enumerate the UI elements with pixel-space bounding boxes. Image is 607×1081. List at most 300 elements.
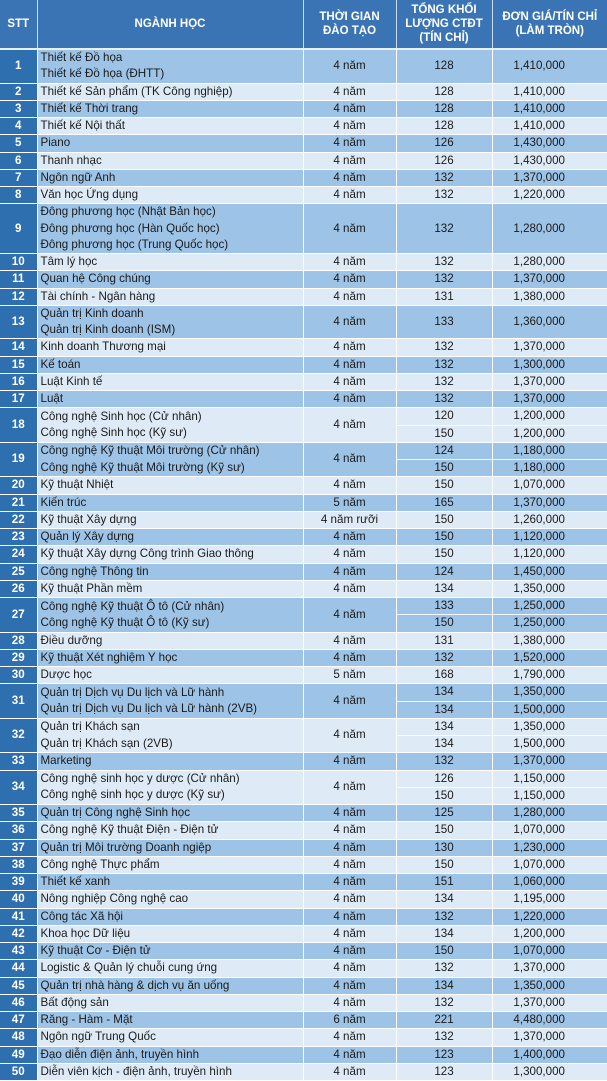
price-line: 1,200,000	[493, 425, 607, 442]
duration: 4 năm	[303, 563, 396, 580]
major-name-line: Diễn viên kịch - điện ảnh, truyền hình	[41, 1064, 299, 1080]
major-name-line: Thanh nhạc	[41, 153, 299, 169]
row-number: 32	[0, 718, 37, 753]
major-name-line: Thiết kế Thời trang	[41, 101, 299, 117]
major-name-line: Công nghệ Kỹ thuật Ô tô (Cử nhân)	[41, 599, 299, 615]
row-number: 22	[0, 511, 37, 528]
major-name	[37, 83, 303, 100]
price-per-credit: 1,300,000	[492, 356, 607, 373]
table-row	[0, 100, 607, 117]
row-number: 20	[0, 477, 37, 494]
price-per-credit: 1,400,000	[492, 1046, 607, 1063]
table-row	[0, 442, 607, 477]
price-per-credit: 1,370,000	[492, 1029, 607, 1046]
major-name-line: Quản trị Kinh doanh	[41, 306, 299, 322]
price-per-credit: 1,360,000	[492, 305, 607, 339]
major-name-line: Đông phương học (Nhật Bản học)	[41, 204, 299, 220]
table-row	[0, 169, 607, 186]
row-number: 5	[0, 135, 37, 152]
table-row	[0, 684, 607, 719]
row-number: 4	[0, 118, 37, 135]
header-stt: STT	[0, 0, 37, 49]
row-number: 11	[0, 271, 37, 288]
major-name-line: Điều dưỡng	[41, 633, 299, 649]
duration: 4 năm	[303, 649, 396, 666]
credits: 123	[396, 1063, 492, 1080]
price-per-credit: 1,430,000	[492, 135, 607, 152]
table-row	[0, 822, 607, 839]
row-number: 49	[0, 1046, 37, 1063]
duration: 4 năm	[303, 770, 396, 805]
row-number: 13	[0, 305, 37, 339]
price-per-credit: 1,260,000	[492, 511, 607, 528]
major-name-line: Thiết kế Nội thất	[41, 118, 299, 134]
row-number: 37	[0, 839, 37, 856]
duration: 4 năm	[303, 118, 396, 135]
major-name	[37, 718, 303, 753]
price-per-credit: 1,370,000	[492, 391, 607, 408]
credits: 132	[396, 391, 492, 408]
row-number: 25	[0, 563, 37, 580]
major-name	[37, 373, 303, 390]
price-per-credit: 1,280,000	[492, 254, 607, 271]
major-name-line: Công nghệ Kỹ thuật Điện - Điện tử	[41, 822, 299, 838]
credits: 132	[396, 1029, 492, 1046]
price-per-credit: 1,200,000	[492, 925, 607, 942]
row-number: 9	[0, 204, 37, 254]
table-row	[0, 356, 607, 373]
duration: 4 năm	[303, 187, 396, 204]
major-name-line: Đông phương học (Hàn Quốc học)	[41, 221, 299, 237]
price-per-credit	[492, 770, 607, 805]
price-line: 1,350,000	[493, 719, 607, 735]
duration: 6 năm	[303, 1012, 396, 1029]
major-name	[37, 494, 303, 511]
row-number: 14	[0, 339, 37, 356]
table-header	[0, 0, 607, 49]
major-name-line: Văn học Ứng dụng	[41, 187, 299, 203]
table-row	[0, 632, 607, 649]
duration: 4 năm	[303, 908, 396, 925]
major-name	[37, 254, 303, 271]
major-name	[37, 563, 303, 580]
credits: 132	[396, 271, 492, 288]
major-name-line: Công tác Xã hội	[41, 909, 299, 925]
credits: 134	[396, 891, 492, 908]
table-row	[0, 152, 607, 169]
price-per-credit: 1,370,000	[492, 271, 607, 288]
duration: 4 năm	[303, 100, 396, 117]
price-per-credit: 1,370,000	[492, 960, 607, 977]
credits: 128	[396, 83, 492, 100]
credits: 132	[396, 753, 492, 770]
price-per-credit: 1,370,000	[492, 339, 607, 356]
table-row	[0, 391, 607, 408]
credits: 123	[396, 1046, 492, 1063]
major-name	[37, 118, 303, 135]
credits: 132	[396, 649, 492, 666]
major-name-line: Răng - Hàm - Mặt	[41, 1012, 299, 1028]
major-name-line: Đạo diễn điện ảnh, truyền hình	[41, 1047, 299, 1063]
major-name	[37, 477, 303, 494]
credits: 124	[396, 563, 492, 580]
duration: 4 năm	[303, 83, 396, 100]
price-per-credit: 1,070,000	[492, 477, 607, 494]
duration: 4 năm	[303, 152, 396, 169]
price-per-credit	[492, 598, 607, 633]
major-name-line: Công nghệ Thực phẩm	[41, 857, 299, 873]
major-name	[37, 770, 303, 805]
duration: 4 năm	[303, 580, 396, 597]
table-row	[0, 288, 607, 305]
major-name	[37, 1012, 303, 1029]
row-number: 7	[0, 169, 37, 186]
row-number: 12	[0, 288, 37, 305]
price-line: 1,150,000	[493, 787, 607, 804]
credits-line: 126	[397, 771, 492, 787]
price-line: 1,500,000	[493, 735, 607, 752]
credits: 150	[396, 943, 492, 960]
table-row	[0, 83, 607, 100]
duration: 4 năm	[303, 1063, 396, 1080]
major-name	[37, 49, 303, 83]
price-per-credit: 1,060,000	[492, 874, 607, 891]
table-row	[0, 204, 607, 254]
row-number: 40	[0, 891, 37, 908]
major-name	[37, 271, 303, 288]
row-number: 30	[0, 667, 37, 684]
row-number: 41	[0, 908, 37, 925]
major-name-line: Tâm lý học	[41, 254, 299, 270]
header-major: NGÀNH HỌC	[37, 0, 303, 49]
credits: 134	[396, 977, 492, 994]
major-name-line: Công nghệ sinh học y dược (Kỹ sư)	[41, 787, 299, 803]
major-name	[37, 529, 303, 546]
major-name	[37, 100, 303, 117]
row-number: 26	[0, 580, 37, 597]
table-row	[0, 305, 607, 339]
row-number: 38	[0, 856, 37, 873]
header-credits: TỔNG KHỐI LƯỢNG CTĐT (TÍN CHỈ)	[396, 0, 492, 49]
duration: 5 năm	[303, 494, 396, 511]
price-line: 1,350,000	[493, 684, 607, 700]
major-name-line: Kỹ thuật Xây dựng	[41, 512, 299, 528]
credits: 151	[396, 874, 492, 891]
price-per-credit	[492, 718, 607, 753]
price-per-credit: 1,450,000	[492, 563, 607, 580]
table-row	[0, 373, 607, 390]
duration: 4 năm	[303, 977, 396, 994]
row-number: 18	[0, 408, 37, 443]
duration: 4 năm	[303, 546, 396, 563]
credits	[396, 442, 492, 477]
row-number: 36	[0, 822, 37, 839]
price-per-credit: 1,370,000	[492, 169, 607, 186]
major-name-line: Quản trị Khách sạn	[41, 719, 299, 735]
credits: 131	[396, 632, 492, 649]
credits-line: 133	[397, 598, 492, 614]
table-row	[0, 1012, 607, 1029]
major-name-line: Quản trị Công nghệ Sinh học	[41, 805, 299, 821]
major-name-line: Thiết kế Đồ họa (ĐHTT)	[41, 66, 299, 82]
table-row	[0, 408, 607, 443]
row-number: 3	[0, 100, 37, 117]
table-row	[0, 529, 607, 546]
table-row	[0, 753, 607, 770]
price-per-credit	[492, 442, 607, 477]
credits: 150	[396, 546, 492, 563]
credits: 126	[396, 152, 492, 169]
major-name	[37, 1029, 303, 1046]
major-name-line: Đông phương học (Trung Quốc học)	[41, 237, 299, 253]
major-name	[37, 511, 303, 528]
row-number: 34	[0, 770, 37, 805]
price-line: 1,180,000	[493, 459, 607, 476]
price-line: 1,250,000	[493, 598, 607, 614]
major-name	[37, 1063, 303, 1080]
row-number: 23	[0, 529, 37, 546]
major-name-line: Thiết kế Đồ họa	[41, 50, 299, 66]
credits: 125	[396, 805, 492, 822]
major-name	[37, 839, 303, 856]
duration: 4 năm	[303, 305, 396, 339]
major-name-line: Luật	[41, 391, 299, 407]
duration: 4 năm	[303, 874, 396, 891]
price-per-credit: 1,120,000	[492, 546, 607, 563]
major-name	[37, 546, 303, 563]
credits-line: 134	[397, 719, 492, 735]
duration: 4 năm	[303, 373, 396, 390]
table-row	[0, 511, 607, 528]
table-row	[0, 943, 607, 960]
major-name	[37, 977, 303, 994]
duration: 4 năm	[303, 254, 396, 271]
row-number: 44	[0, 960, 37, 977]
credits: 150	[396, 529, 492, 546]
table-row	[0, 977, 607, 994]
major-name	[37, 204, 303, 254]
price-per-credit: 1,195,000	[492, 891, 607, 908]
credits-line: 150	[397, 425, 492, 442]
duration: 4 năm	[303, 598, 396, 633]
major-name-line: Quản trị nhà hàng & dịch vụ ăn uống	[41, 978, 299, 994]
major-name	[37, 408, 303, 443]
row-number: 33	[0, 753, 37, 770]
row-number: 46	[0, 994, 37, 1011]
major-name-line: Công nghệ sinh học y dược (Cử nhân)	[41, 771, 299, 787]
price-per-credit: 1,410,000	[492, 83, 607, 100]
major-name-line: Thiết kế xanh	[41, 874, 299, 890]
duration: 4 năm	[303, 1029, 396, 1046]
duration: 4 năm	[303, 856, 396, 873]
major-name-line: Kỹ thuật Xét nghiệm Y học	[41, 650, 299, 666]
major-name	[37, 649, 303, 666]
price-per-credit: 1,430,000	[492, 152, 607, 169]
table-row	[0, 805, 607, 822]
row-number: 50	[0, 1063, 37, 1080]
price-line: 1,200,000	[493, 408, 607, 424]
duration: 4 năm	[303, 891, 396, 908]
credits-line: 150	[397, 614, 492, 631]
major-name-line: Quản trị Dịch vụ Du lịch và Lữ hành (2VB)	[41, 701, 299, 717]
major-name-line: Công nghệ Sinh học (Cử nhân)	[41, 409, 299, 425]
major-name	[37, 632, 303, 649]
credits-line: 134	[397, 684, 492, 700]
major-name	[37, 580, 303, 597]
duration: 4 năm	[303, 925, 396, 942]
credits: 221	[396, 1012, 492, 1029]
credits: 132	[396, 960, 492, 977]
credits: 165	[396, 494, 492, 511]
duration: 4 năm	[303, 169, 396, 186]
major-name	[37, 152, 303, 169]
major-name-line: Luật Kinh tế	[41, 374, 299, 390]
duration: 4 năm	[303, 339, 396, 356]
major-name-line: Piano	[41, 135, 299, 151]
row-number: 24	[0, 546, 37, 563]
header-duration: THỜI GIAN ĐÀO TẠO	[303, 0, 396, 49]
major-name-line: Nông nghiệp Công nghệ cao	[41, 891, 299, 907]
row-number: 45	[0, 977, 37, 994]
duration: 4 năm	[303, 718, 396, 753]
credits: 168	[396, 667, 492, 684]
duration: 4 năm	[303, 135, 396, 152]
row-number: 48	[0, 1029, 37, 1046]
duration: 4 năm	[303, 753, 396, 770]
row-number: 35	[0, 805, 37, 822]
table-row	[0, 118, 607, 135]
duration: 4 năm	[303, 684, 396, 719]
row-number: 1	[0, 49, 37, 83]
major-name	[37, 305, 303, 339]
price-per-credit: 1,120,000	[492, 529, 607, 546]
table-row	[0, 856, 607, 873]
major-name-line: Kinh doanh Thương mại	[41, 339, 299, 355]
credits: 128	[396, 118, 492, 135]
major-name-line: Kế toán	[41, 357, 299, 373]
duration: 4 năm	[303, 49, 396, 83]
table-row	[0, 135, 607, 152]
price-per-credit: 1,520,000	[492, 649, 607, 666]
credits: 132	[396, 908, 492, 925]
credits: 134	[396, 925, 492, 942]
credits: 126	[396, 135, 492, 152]
table-body	[0, 49, 607, 1081]
row-number: 8	[0, 187, 37, 204]
major-name-line: Quản trị Kinh doanh (ISM)	[41, 322, 299, 338]
price-per-credit: 1,370,000	[492, 494, 607, 511]
table-row	[0, 994, 607, 1011]
major-name-line: Công nghệ Kỹ thuật Môi trường (Cử nhân)	[41, 443, 299, 459]
table-row	[0, 908, 607, 925]
row-number: 16	[0, 373, 37, 390]
row-number: 17	[0, 391, 37, 408]
major-name	[37, 339, 303, 356]
row-number: 27	[0, 598, 37, 633]
price-per-credit: 1,280,000	[492, 204, 607, 254]
major-name	[37, 856, 303, 873]
major-name	[37, 925, 303, 942]
row-number: 19	[0, 442, 37, 477]
credits: 133	[396, 305, 492, 339]
row-number: 15	[0, 356, 37, 373]
major-name	[37, 805, 303, 822]
major-name	[37, 598, 303, 633]
major-name-line: Công nghệ Kỹ thuật Môi trường (Kỹ sư)	[41, 460, 299, 476]
table-row	[0, 1063, 607, 1080]
credits: 132	[396, 339, 492, 356]
major-name	[37, 356, 303, 373]
duration: 4 năm	[303, 943, 396, 960]
table-row	[0, 546, 607, 563]
major-name	[37, 753, 303, 770]
price-per-credit: 1,790,000	[492, 667, 607, 684]
major-name-line: Quản trị Dịch vụ Du lịch và Lữ hành	[41, 685, 299, 701]
price-per-credit: 1,070,000	[492, 943, 607, 960]
credits: 134	[396, 580, 492, 597]
credits: 132	[396, 169, 492, 186]
credits: 128	[396, 100, 492, 117]
price-per-credit	[492, 684, 607, 719]
major-name-line: Quan hệ Công chúng	[41, 271, 299, 287]
major-name-line: Tài chính - Ngân hàng	[41, 289, 299, 305]
table-row	[0, 960, 607, 977]
price-per-credit: 1,230,000	[492, 839, 607, 856]
duration: 4 năm rưỡi	[303, 511, 396, 528]
major-name	[37, 391, 303, 408]
price-per-credit: 1,370,000	[492, 373, 607, 390]
price-per-credit: 1,370,000	[492, 994, 607, 1011]
credits: 150	[396, 856, 492, 873]
major-name	[37, 288, 303, 305]
price-per-credit: 1,070,000	[492, 822, 607, 839]
major-name-line: Công nghệ Kỹ thuật Ô tô (Kỹ sư)	[41, 615, 299, 631]
credits	[396, 408, 492, 443]
table-row	[0, 1046, 607, 1063]
major-name	[37, 169, 303, 186]
row-number: 43	[0, 943, 37, 960]
credits-line: 150	[397, 459, 492, 476]
duration: 4 năm	[303, 805, 396, 822]
duration: 5 năm	[303, 667, 396, 684]
duration: 4 năm	[303, 356, 396, 373]
table-row	[0, 667, 607, 684]
row-number: 47	[0, 1012, 37, 1029]
price-per-credit: 1,070,000	[492, 856, 607, 873]
credits-line: 134	[397, 735, 492, 752]
table-row	[0, 770, 607, 805]
row-number: 28	[0, 632, 37, 649]
major-name	[37, 960, 303, 977]
table-row	[0, 1029, 607, 1046]
major-name	[37, 874, 303, 891]
price-line: 1,150,000	[493, 771, 607, 787]
price-line: 1,180,000	[493, 443, 607, 459]
table-row	[0, 891, 607, 908]
major-name-line: Marketing	[41, 753, 299, 769]
credits	[396, 770, 492, 805]
duration: 4 năm	[303, 271, 396, 288]
table-row	[0, 254, 607, 271]
major-name-line: Bất động sản	[41, 995, 299, 1011]
credits	[396, 718, 492, 753]
price-per-credit	[492, 408, 607, 443]
major-name	[37, 891, 303, 908]
major-name-line: Kiến trúc	[41, 495, 299, 511]
credits: 150	[396, 477, 492, 494]
price-per-credit: 1,370,000	[492, 753, 607, 770]
major-name	[37, 442, 303, 477]
